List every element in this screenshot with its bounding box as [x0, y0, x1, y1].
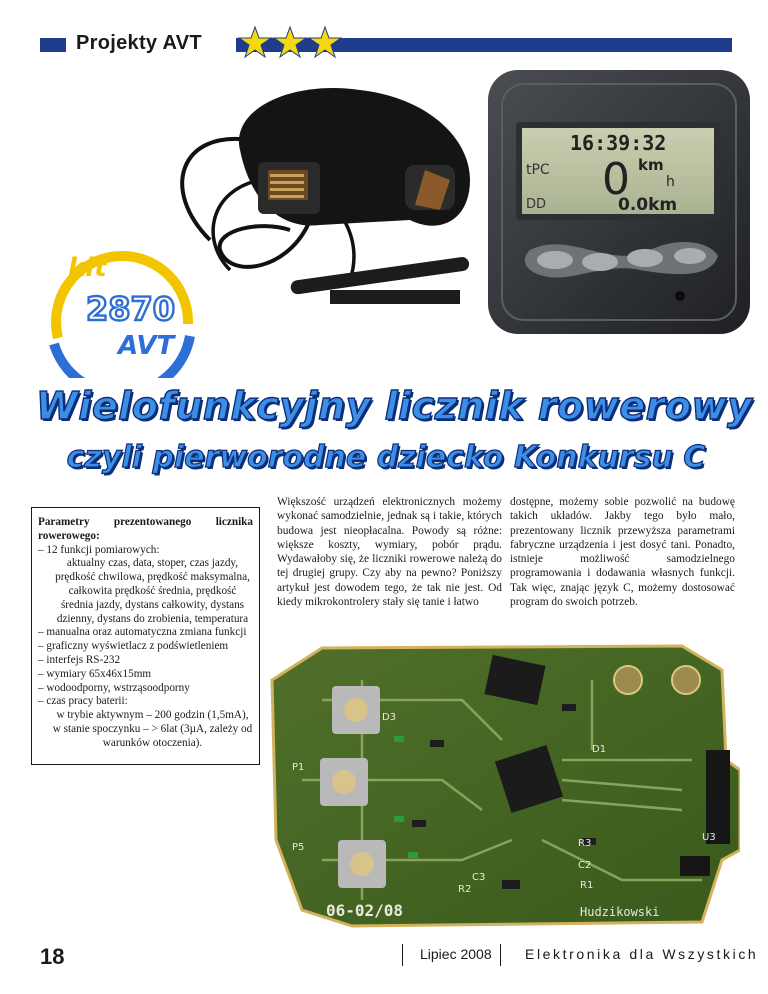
silk-label: P5 — [292, 842, 305, 853]
silk-label: R3 — [578, 838, 592, 849]
lcd-speed: 0 — [602, 154, 630, 205]
spec-item: – wymiary 65x46x15mm — [38, 667, 152, 680]
page-number: 18 — [40, 944, 65, 969]
rating-stars — [238, 25, 342, 61]
issue-date: Lipiec 2008 — [420, 946, 492, 962]
kit-number: 2870 — [86, 290, 176, 328]
silk-label: C3 — [472, 872, 486, 883]
star-icon — [274, 27, 306, 57]
lcd-mode2: DD — [526, 197, 547, 212]
pcb-photo — [262, 640, 740, 930]
star-icon — [309, 27, 341, 57]
spec-item: – interfejs RS-232 — [38, 653, 121, 666]
silk-label: R1 — [580, 880, 594, 891]
pcb-date: 06-02/08 — [326, 901, 404, 920]
body-column-2: dostępne, możemy sobie pozwolić na budowę takich układów. Jakby tego było mało, prezentowany licznik przewyższa parametrami fabryczne urządzenia i jest dosyć tani. Ponadto, istnieje możliwość samodzielnego programowania i dodawania własnych funkcji. Tak więc, znając język C, możemy dostosować program do swoich potrzeb. — [510, 496, 735, 609]
body-column-1: Większość urządzeń elektronicznych możemy wykonać samodzielnie, jednak są i takie, których budowa jest nieopłacalna. Powody są różne: większe koszty, wymiary, pobór prądu. Wydawałoby się, że liczniki rowerowe należą do tej drugiej grupy. Czy aby na pewno? Poniższy artykuł jest dowodem tego, że tak nie jest. Od kiedy mikrokontrolery stały się tanie i łatwo — [277, 496, 502, 609]
spec-item: – czas pracy baterii: w trybie aktywnym – 200 godzin (1,5mA), w stanie spoczynku – > 6lat (3µA, zależy od warunków otoczenia). — [38, 695, 253, 749]
silk-label: R2 — [458, 884, 472, 895]
spec-item: – wodoodporny, wstrząsoodporny — [38, 681, 190, 694]
device-photo — [170, 70, 750, 360]
lcd-mode: tPC — [526, 162, 550, 178]
spec-item: – graficzny wyświetlacz z podświetleniem — [38, 640, 229, 653]
kit-avt: AVT — [118, 331, 175, 361]
kit-logo — [40, 228, 200, 378]
lcd-speed-unit: km — [638, 156, 664, 174]
header-square — [40, 38, 66, 52]
specs-heading: Parametry prezentowanego licznika rowerowego: — [38, 516, 253, 542]
lcd-time: 16:39:32 — [570, 131, 667, 155]
kit-word: kit — [68, 253, 107, 283]
silk-label: U3 — [702, 832, 716, 843]
footer-divider — [500, 944, 501, 966]
spec-item: – 12 funkcji pomiarowych: aktualny czas, data, stoper, czas jazdy, prędkość chwilowa, prędkość maksymalna, całkowita prędkość średnia, prędkość średnia jazdy, dystans całkowity, dystans dzienny, dystans do zrobienia, temperatura — [38, 543, 250, 625]
article-title: Wielofunkcyjny licznik rowerowy — [36, 384, 753, 428]
magazine-name: Elektronika dla Wszystkich — [525, 946, 759, 962]
lcd-speed-unit-h: h — [666, 174, 675, 190]
footer-divider — [402, 944, 403, 966]
silk-label: D3 — [382, 712, 397, 723]
silk-label: C2 — [578, 860, 592, 871]
section-title: Projekty AVT — [76, 32, 202, 54]
silk-label: P1 — [292, 762, 305, 773]
silk-label: D1 — [592, 744, 607, 755]
star-icon — [239, 27, 271, 57]
spec-item: – manualna oraz automatyczna zmiana funkcji — [38, 626, 247, 639]
article-subtitle: czyli pierworodne dziecko Konkursu C — [66, 440, 706, 475]
lcd-distance: 0.0km — [618, 195, 678, 215]
specs-list — [38, 544, 253, 751]
specs-box — [31, 507, 260, 765]
pcb-author: Hudzikowski — [580, 905, 660, 919]
